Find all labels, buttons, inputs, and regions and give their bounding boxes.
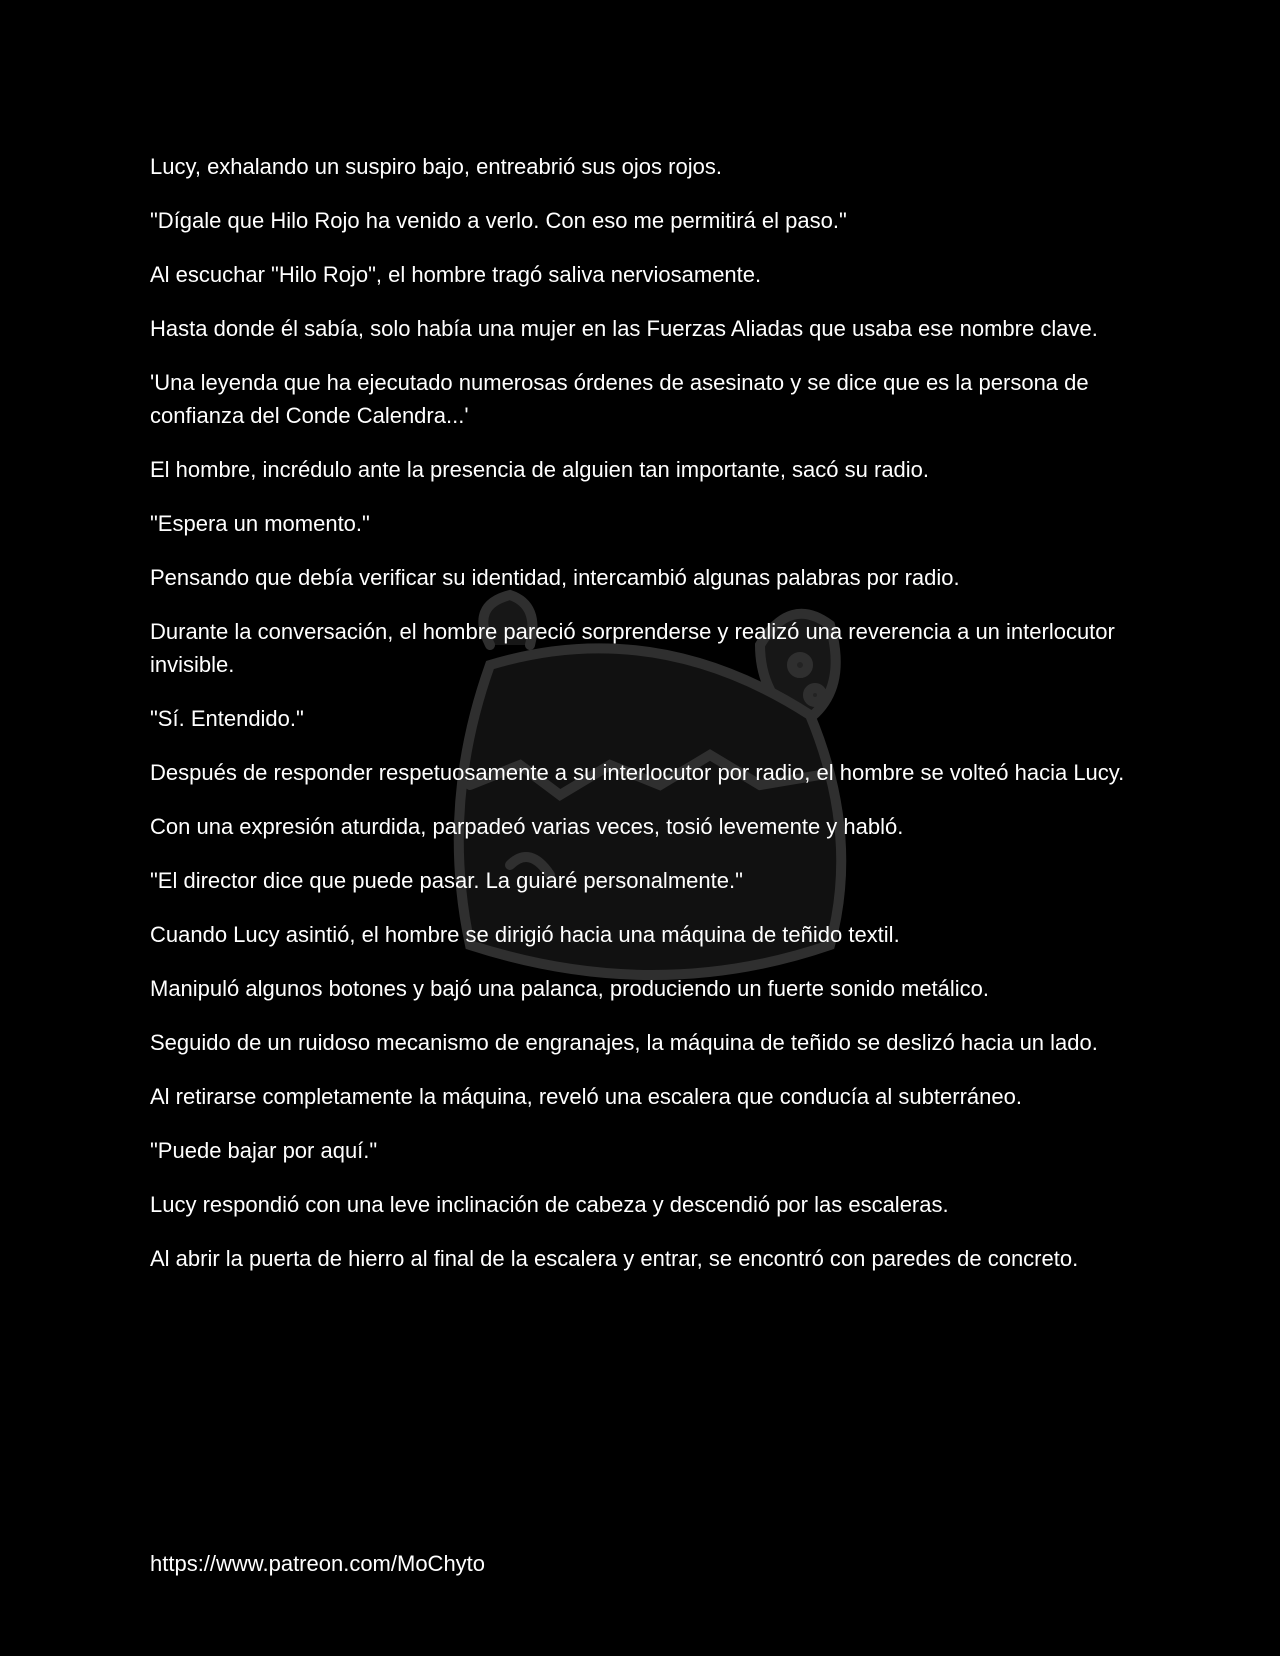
paragraph: Con una expresión aturdida, parpadeó varias veces, tosió levemente y habló.	[150, 814, 904, 839]
paragraph: Hasta donde él sabía, solo había una mujer en las Fuerzas Aliadas que usaba ese nombre clave.	[150, 316, 1098, 341]
paragraph: Manipuló algunos botones y bajó una palanca, produciendo un fuerte sonido metálico.	[150, 976, 990, 1001]
paragraph: Durante la conversación, el hombre pareció sorprenderse y realizó una reverencia a un interlocutor invisible.	[150, 619, 1115, 677]
paragraph: Seguido de un ruidoso mecanismo de engranajes, la máquina de teñido se deslizó hacia un lado.	[150, 1030, 1098, 1055]
paragraph: Pensando que debía verificar su identidad, intercambió algunas palabras por radio.	[150, 565, 960, 590]
paragraph: Cuando Lucy asintió, el hombre se dirigió hacia una máquina de teñido textil.	[150, 922, 900, 947]
paragraph: "Espera un momento."	[150, 511, 370, 536]
paragraph: Lucy, exhalando un suspiro bajo, entreabrió sus ojos rojos.	[150, 154, 722, 179]
paragraph: "El director dice que puede pasar. La guiaré personalmente."	[150, 868, 743, 893]
story-text	[150, 150, 1135, 1296]
paragraph: Al escuchar "Hilo Rojo", el hombre tragó saliva nerviosamente.	[150, 262, 762, 287]
paragraph: Después de responder respetuosamente a su interlocutor por radio, el hombre se volteó hacia Lucy.	[150, 760, 1125, 785]
paragraph: "Puede bajar por aquí."	[150, 1138, 378, 1163]
paragraph: 'Una leyenda que ha ejecutado numerosas órdenes de asesinato y se dice que es la persona de confianza del Conde Calendra...'	[150, 370, 1089, 428]
paragraph: El hombre, incrédulo ante la presencia de alguien tan importante, sacó su radio.	[150, 457, 930, 482]
patreon-link[interactable]: https://www.patreon.com/MoChyto	[150, 1551, 486, 1576]
paragraph: "Dígale que Hilo Rojo ha venido a verlo. Con eso me permitirá el paso."	[150, 208, 847, 233]
paragraph: Al retirarse completamente la máquina, reveló una escalera que conducía al subterráneo.	[150, 1084, 1022, 1109]
paragraph: Al abrir la puerta de hierro al final de la escalera y entrar, se encontró con paredes de concreto.	[150, 1246, 1079, 1271]
paragraph: "Sí. Entendido."	[150, 706, 304, 731]
paragraph: Lucy respondió con una leve inclinación de cabeza y descendió por las escaleras.	[150, 1192, 949, 1217]
